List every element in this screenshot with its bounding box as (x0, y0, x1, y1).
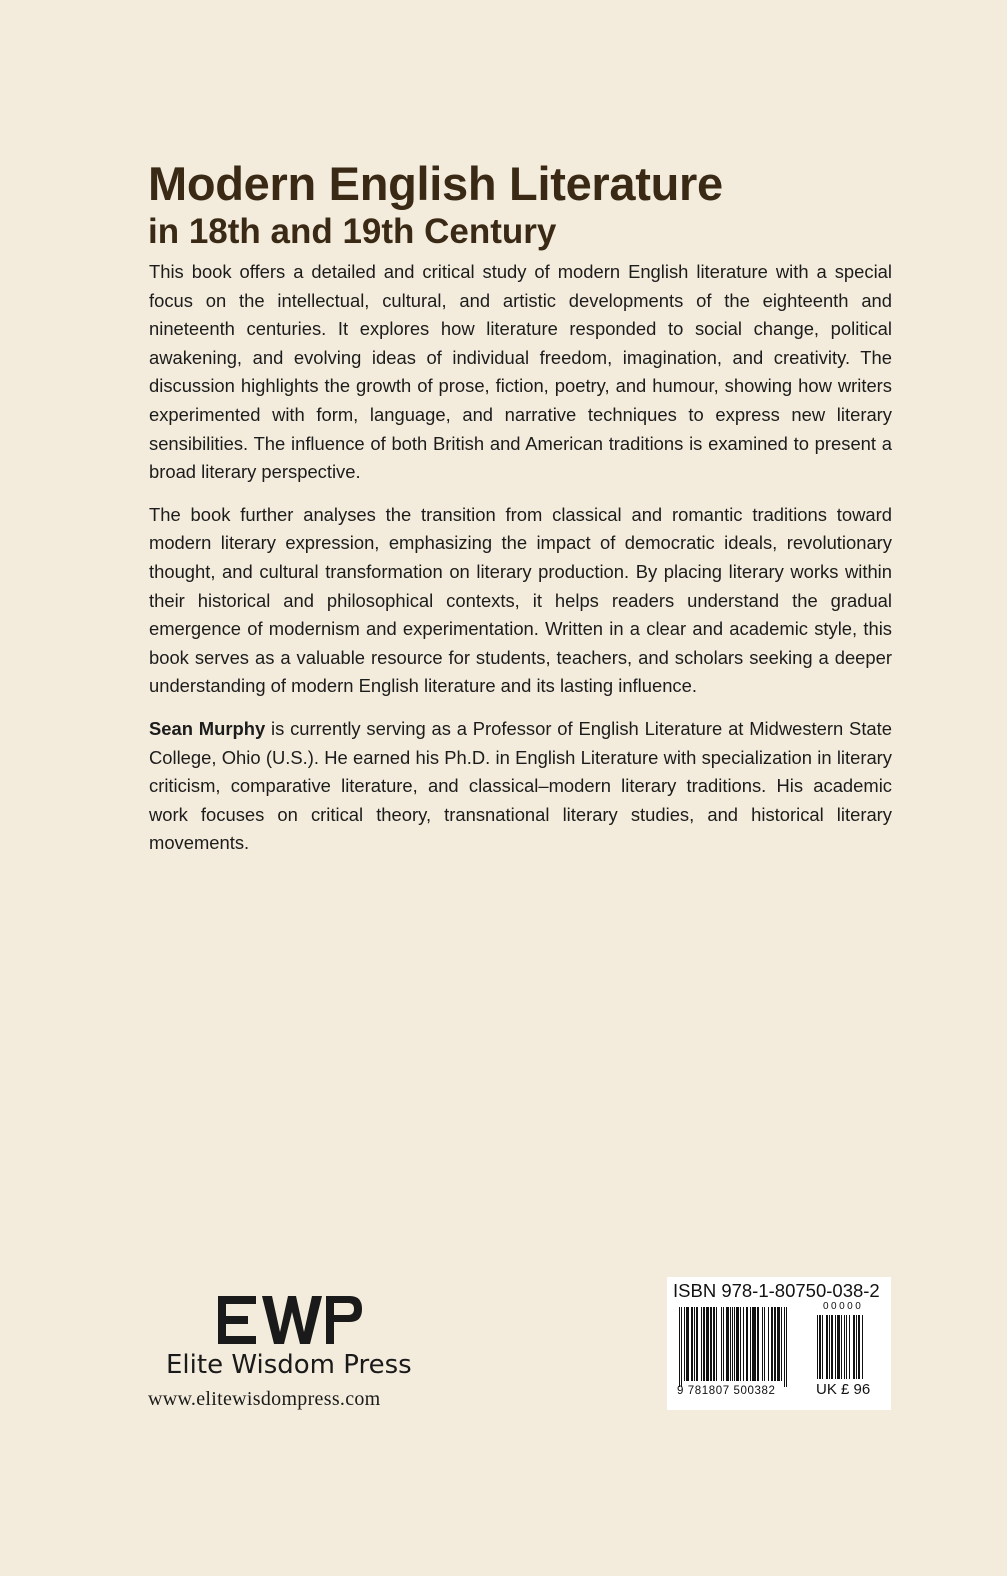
isbn-barcode (667, 1277, 891, 1410)
book-title: Modern English Literature (148, 157, 723, 210)
addon-digits: 00000 (823, 1301, 864, 1312)
description-paragraph-1: This book offers a detailed and critical study of modern English literature with a special focus on the intellectual, cultural, and artistic developments of the eighteenth and nineteenth centuries. It explores how literature responded to social change, political awakening, and evolving ideas of individual freedom, imagination, and creativity. The discussion highlights the growth of prose, fiction, poetry, and humour, showing how writers experimented with form, language, and narrative techniques to express new literary sensibilities. The influence of both British and American traditions is examined to present a broad literary perspective. (149, 261, 892, 483)
ewp-logo-icon (218, 1294, 363, 1346)
author-name: Sean Murphy (149, 717, 266, 739)
author-bio (149, 715, 892, 858)
price-text: UK £ 96 (816, 1381, 871, 1398)
back-cover-text (149, 258, 892, 872)
publisher-name: Elite Wisdom Press (166, 1350, 412, 1380)
author-bio-text: is currently serving as a Professor of English Literature at Midwestern State College, Ohio (U.S.). He earned his Ph.D. in English Literature with specialization in literary criticism, comparative literature, and classical–modern literary traditions. His academic work focuses on critical theory, transnational literary studies, and historical literary movements. (149, 717, 892, 854)
book-subtitle: in 18th and 19th Century (148, 212, 557, 251)
barcode-bars-icon (679, 1307, 813, 1387)
isbn-text: ISBN 978-1-80750-038-2 (673, 1280, 880, 1301)
addon-barcode-bars-icon (817, 1315, 875, 1379)
description-paragraph-2: The book further analyses the transition from classical and romantic traditions toward modern literary expression, emphasizing the impact of democratic ideals, revolutionary thought, and cultural transformation on literary production. By placing literary works within their historical and philosophical contexts, it helps readers understand the gradual emergence of modernism and experimentation. Written in a clear and academic style, this book serves as a valuable resource for students, teachers, and scholars seeking a deeper understanding of modern English literature and its lasting influence. (149, 503, 892, 697)
ean-digits: 9 781807 500382 (677, 1385, 776, 1397)
publisher-url: www.elitewisdompress.com (148, 1388, 381, 1410)
title-block (148, 158, 723, 252)
